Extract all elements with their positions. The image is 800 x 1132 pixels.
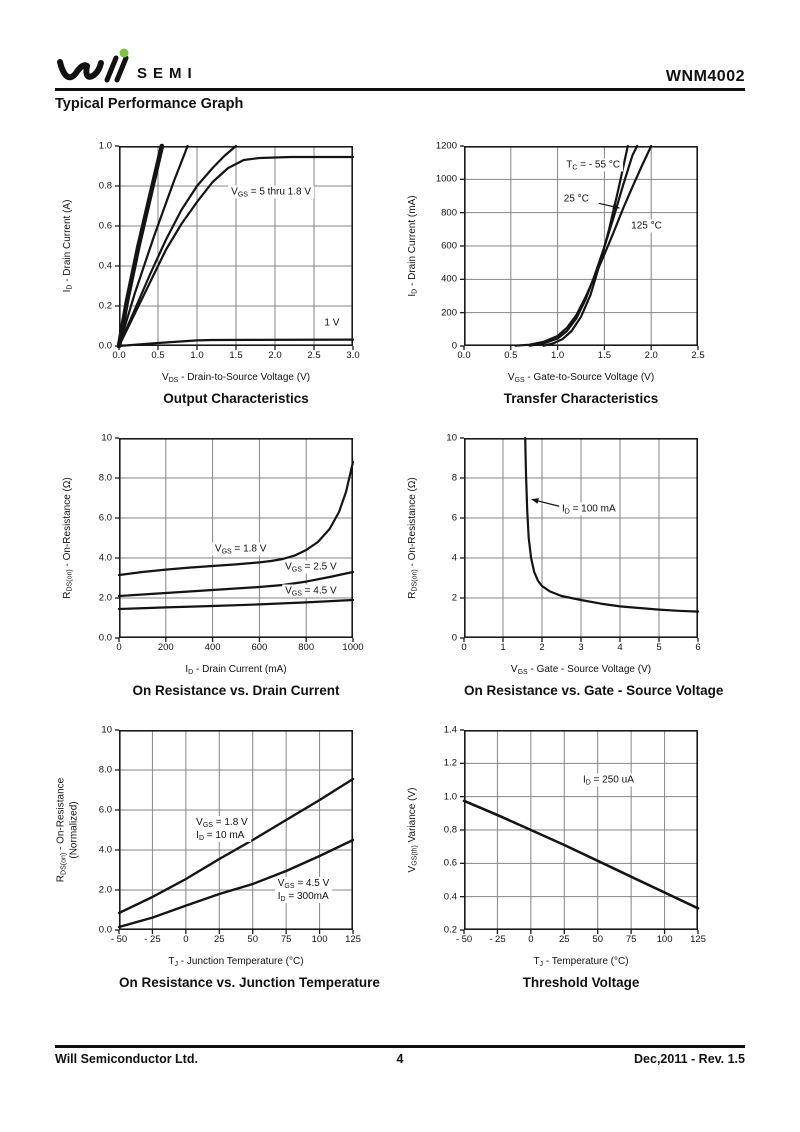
x-tick-label: 25 <box>558 934 570 945</box>
subscript-text: GS <box>237 191 248 199</box>
y-tick-label: 0.4 <box>443 891 457 903</box>
x-tick-label: 50 <box>247 934 258 945</box>
label-text: I <box>277 891 281 902</box>
y-tick-label: 200 <box>441 307 457 319</box>
subscript-text: GS(th) <box>411 845 419 866</box>
label-text: I <box>582 774 586 786</box>
x-tick-label: 0 <box>183 934 189 945</box>
label-text: 125 °C <box>631 220 662 232</box>
series-vgs-5v-cluster <box>119 146 162 346</box>
label-text: V <box>510 664 518 675</box>
y-tick-label: 0.2 <box>98 300 112 312</box>
y-axis-label-line <box>62 477 75 598</box>
y-tick-label: 0.6 <box>98 220 112 232</box>
x-tick-label: 1.0 <box>550 350 565 361</box>
x-tick-label: 6 <box>695 642 701 653</box>
label-text: - On-Resistance (Ω) <box>406 477 418 570</box>
x-tick-label: - 25 <box>489 934 506 945</box>
chart-title: Threshold Voltage <box>522 975 640 990</box>
subscript-text: J <box>539 960 544 968</box>
curve-annotation <box>563 159 623 172</box>
label-text: - Gate-to-Source Voltage (V) <box>524 372 655 383</box>
curve-annotation <box>561 193 592 206</box>
y-tick-label: 2.0 <box>98 884 112 896</box>
label-text: 25 °C <box>563 193 589 205</box>
label-text: = 100 mA <box>569 503 616 515</box>
chart-title: Transfer Characteristics <box>503 391 659 406</box>
x-tick-label: 0 <box>461 642 467 653</box>
label-text: 1 V <box>324 317 340 329</box>
label-text: (Normalized) <box>68 801 79 859</box>
subscript-text: D <box>411 288 419 294</box>
label-text: V <box>231 186 238 198</box>
label-text: = 1.8 V <box>212 817 248 828</box>
x-tick-label: 0.5 <box>504 350 518 361</box>
subscript-text: D <box>188 668 194 676</box>
annotation-line <box>566 159 620 172</box>
label-text: V <box>214 543 222 555</box>
annotation-line <box>231 186 311 199</box>
label-text: - Gate - Source Voltage (V) <box>527 664 652 675</box>
chart-title: Output Characteristics <box>163 391 309 406</box>
plot-area <box>435 140 705 361</box>
x-axis-label <box>464 664 698 675</box>
annotation-line <box>196 829 248 842</box>
y-tick-label: 400 <box>441 273 457 285</box>
y-tick-label: 10 <box>101 432 112 444</box>
subscript-text: GS <box>284 882 295 890</box>
x-tick-label: 50 <box>592 934 603 945</box>
annotation-line <box>278 877 330 890</box>
plot-area <box>443 724 706 945</box>
annotation-line <box>324 317 339 330</box>
label-text: - Drain Current (A) <box>61 199 73 285</box>
x-tick-label: 2.5 <box>691 350 705 361</box>
y-axis-label <box>400 730 426 930</box>
footer-revision: Dec,2011 - Rev. 1.5 <box>634 1052 745 1066</box>
label-text: = 5 thru 1.8 V <box>247 186 312 198</box>
y-tick-label: 10 <box>446 432 457 444</box>
curve-annotation <box>282 561 340 574</box>
subscript-text: D <box>585 779 591 787</box>
y-axis-label-line <box>407 195 420 296</box>
plot-area <box>98 432 364 653</box>
annotation-line <box>215 543 267 556</box>
logo-slash-1 <box>107 58 116 80</box>
page-footer <box>55 1045 745 1066</box>
annotation-line <box>285 561 337 574</box>
x-tick-label: 100 <box>311 934 328 945</box>
chart-on-resistance-vs-junction-temperature <box>55 724 400 992</box>
logo-w-stroke-1 <box>60 62 87 77</box>
y-tick-label: 10 <box>101 724 112 736</box>
subscript-text: DS(on) <box>411 569 419 592</box>
x-tick-label: 4 <box>617 642 623 653</box>
series-vth-variance <box>464 801 698 909</box>
x-tick-label: 0 <box>116 642 122 653</box>
label-text: - On-Resistance (Ω) <box>61 477 73 570</box>
label-text: - Drain-to-Source Voltage (V) <box>178 372 311 383</box>
x-tick-label: 75 <box>625 934 637 945</box>
series-id-100ma <box>525 438 698 612</box>
y-axis-label-line <box>56 778 69 882</box>
plot-area <box>98 724 361 945</box>
curve-annotation <box>228 186 314 199</box>
y-tick-label: 4 <box>451 552 457 564</box>
y-tick-label: 0.4 <box>98 260 112 272</box>
curve-annotation <box>282 585 340 598</box>
label-text: - Drain Current (mA) <box>193 664 287 675</box>
label-text: I <box>561 503 565 515</box>
subscript-text: GS <box>202 821 213 829</box>
x-tick-label: 2.0 <box>644 350 658 361</box>
x-tick-label: 800 <box>298 642 315 653</box>
label-text: I <box>185 664 189 675</box>
x-tick-label: 1000 <box>342 642 364 653</box>
x-tick-label: 0.5 <box>151 350 165 361</box>
curve-annotation <box>628 220 665 233</box>
y-axis-label-line <box>407 788 420 873</box>
subscript-text: D <box>280 895 286 903</box>
label-text: V <box>196 817 203 828</box>
y-axis-label-line <box>407 477 420 598</box>
label-text: I <box>61 289 73 293</box>
label-text: - Drain Current (mA) <box>406 195 418 289</box>
x-tick-label: 600 <box>251 642 268 653</box>
logo-green-dot <box>120 49 129 58</box>
label-text: T <box>533 956 540 967</box>
label-text: I <box>406 293 418 297</box>
label-text: = 2.5 V <box>301 561 337 573</box>
subscript-text: D <box>198 834 205 842</box>
subscript-text: GS <box>517 668 528 676</box>
subscript-text: D <box>564 508 570 516</box>
x-tick-label: 3 <box>578 642 584 653</box>
label-text: I <box>196 830 199 841</box>
subscript-text: J <box>174 960 179 968</box>
y-tick-label: 0.6 <box>443 857 457 869</box>
label-text: = 4.5 V <box>301 585 337 597</box>
y-tick-label: 600 <box>441 240 457 252</box>
x-axis-label <box>119 956 353 967</box>
label-text: V <box>285 585 292 597</box>
series-vgs-4p5v <box>119 600 353 609</box>
y-axis-label <box>400 146 426 346</box>
y-tick-label: 6 <box>451 512 457 524</box>
x-tick-label: 200 <box>157 642 174 653</box>
y-tick-label: 2 <box>451 592 457 604</box>
y-tick-label: 0.0 <box>98 632 112 644</box>
chart-on-resistance-vs-gate-source-voltage <box>400 432 745 700</box>
chart-title: On Resistance vs. Drain Current <box>132 683 340 698</box>
y-tick-label: 1000 <box>435 173 457 185</box>
annotation-line <box>583 774 634 787</box>
label-text: = - 55 °C <box>577 159 621 171</box>
annotation-arrow <box>532 499 562 507</box>
chart-transfer-characteristics <box>400 140 745 408</box>
subscript-text: D <box>66 284 74 290</box>
logo-w-stroke-2 <box>86 63 101 77</box>
label-text: - Junction Temperature (°C) <box>178 956 304 967</box>
y-tick-label: 0 <box>451 340 457 352</box>
x-tick-label: 25 <box>213 934 225 945</box>
y-tick-label: 8 <box>451 472 457 484</box>
chart-title: On Resistance vs. Gate - Source Voltage <box>464 683 724 698</box>
label-text: = 10 mA <box>204 830 245 841</box>
x-tick-label: - 50 <box>455 934 473 945</box>
x-tick-label: 0.0 <box>112 350 126 361</box>
label-text: Variance (V) <box>406 787 418 846</box>
label-text: - Temperature (°C) <box>543 956 629 967</box>
y-tick-label: 1.4 <box>443 724 457 736</box>
y-axis-label-line <box>62 200 75 293</box>
label-text: - On-Resistance <box>55 777 67 853</box>
section-title: Typical Performance Graph <box>55 96 244 112</box>
y-tick-label: 0.2 <box>443 924 457 936</box>
label-text: T <box>168 956 175 967</box>
annotation-line <box>562 503 616 516</box>
part-number: WNM4002 <box>665 68 745 85</box>
curve-annotation <box>580 774 637 787</box>
curve-annotation <box>212 543 270 556</box>
y-tick-label: 1200 <box>435 140 457 152</box>
y-tick-label: 4.0 <box>98 844 112 856</box>
label-text: = 1.8 V <box>231 543 267 555</box>
y-axis-label <box>55 730 81 930</box>
brand-text: SEMI <box>137 65 198 82</box>
x-tick-label: 100 <box>656 934 673 945</box>
x-tick-label: 2 <box>539 642 545 653</box>
x-tick-label: - 50 <box>110 934 128 945</box>
page-header <box>55 42 745 91</box>
chart-output-characteristics <box>55 140 400 408</box>
x-tick-label: 1.5 <box>229 350 243 361</box>
subscript-text: GS <box>514 376 525 384</box>
wil-semi-logo <box>55 48 215 88</box>
y-tick-label: 8.0 <box>98 764 112 776</box>
label-text: R <box>406 591 418 599</box>
label-text: R <box>55 874 67 883</box>
y-tick-label: 6.0 <box>98 512 112 524</box>
annotation-line <box>196 816 248 829</box>
y-tick-label: 0.8 <box>443 824 457 836</box>
label-text: R <box>61 591 73 599</box>
subscript-text: DS(on) <box>66 569 74 592</box>
y-axis-label <box>400 438 426 638</box>
y-tick-label: 0 <box>451 632 457 644</box>
x-tick-label: 0 <box>528 934 534 945</box>
subscript-text: GS <box>291 590 302 598</box>
y-tick-label: 0.0 <box>98 924 112 936</box>
y-tick-label: 6.0 <box>98 804 112 816</box>
wil-logo-mark <box>55 48 215 88</box>
y-tick-label: 800 <box>441 207 457 219</box>
y-tick-label: 0.8 <box>98 180 112 192</box>
y-tick-label: 4.0 <box>98 552 112 564</box>
annotation-line <box>285 585 337 598</box>
x-axis-label <box>119 372 353 383</box>
chart-title: On Resistance vs. Junction Temperature <box>119 975 380 990</box>
x-tick-label: 2.5 <box>307 350 321 361</box>
y-tick-label: 2.0 <box>98 592 112 604</box>
label-text: V <box>406 865 418 873</box>
chart-threshold-voltage <box>400 724 745 992</box>
x-axis-label <box>464 956 698 967</box>
x-tick-label: 1 <box>500 642 506 653</box>
label-text: V <box>161 372 169 383</box>
y-axis-label-line <box>68 778 81 882</box>
x-tick-label: 0.0 <box>457 350 471 361</box>
x-axis-label <box>464 372 698 383</box>
x-tick-label: 2.0 <box>268 350 282 361</box>
annotation-line <box>631 220 662 233</box>
y-tick-label: 0.0 <box>98 340 112 352</box>
subscript-text: C <box>572 164 578 172</box>
y-tick-label: 1.0 <box>98 140 112 152</box>
subscript-text: DS <box>168 376 179 384</box>
x-tick-label: - 25 <box>144 934 161 945</box>
curve-annotation <box>321 317 342 330</box>
y-axis-label <box>55 146 81 346</box>
chart-on-resistance-vs-drain-current <box>55 432 400 700</box>
subscript-text: DS(on) <box>60 852 68 875</box>
label-text: V <box>277 878 285 889</box>
x-tick-label: 75 <box>280 934 292 945</box>
x-tick-label: 1.5 <box>597 350 611 361</box>
subscript-text: GS <box>291 566 302 574</box>
curve-annotation <box>193 816 251 842</box>
logo-slash-2 <box>117 58 126 80</box>
y-tick-label: 1.0 <box>443 791 457 803</box>
curve-annotation <box>275 877 333 903</box>
y-tick-label: 8.0 <box>98 472 112 484</box>
x-tick-label: 3.0 <box>346 350 360 361</box>
label-text: = 300mA <box>285 891 329 902</box>
charts-grid <box>55 140 745 992</box>
footer-page-number: 4 <box>396 1052 404 1066</box>
annotation-line <box>278 890 330 903</box>
x-tick-label: 125 <box>690 934 706 945</box>
x-tick-label: 1.0 <box>190 350 204 361</box>
annotation-line <box>564 193 589 206</box>
plot-area <box>98 140 360 361</box>
label-text: T <box>566 159 573 171</box>
subscript-text: GS <box>221 548 232 556</box>
label-text: V <box>285 561 292 573</box>
x-tick-label: 400 <box>204 642 221 653</box>
x-tick-label: 125 <box>345 934 361 945</box>
label-text: = 250 uA <box>590 774 634 786</box>
curve-annotation <box>559 503 619 516</box>
plot-area <box>446 432 701 653</box>
footer-company: Will Semiconductor Ltd. <box>55 1052 198 1066</box>
y-axis-label <box>55 438 81 638</box>
label-text: V <box>507 372 515 383</box>
x-tick-label: 5 <box>656 642 662 653</box>
label-text: = 4.5 V <box>294 878 330 889</box>
y-tick-label: 1.2 <box>443 757 457 769</box>
x-axis-label <box>119 664 353 675</box>
